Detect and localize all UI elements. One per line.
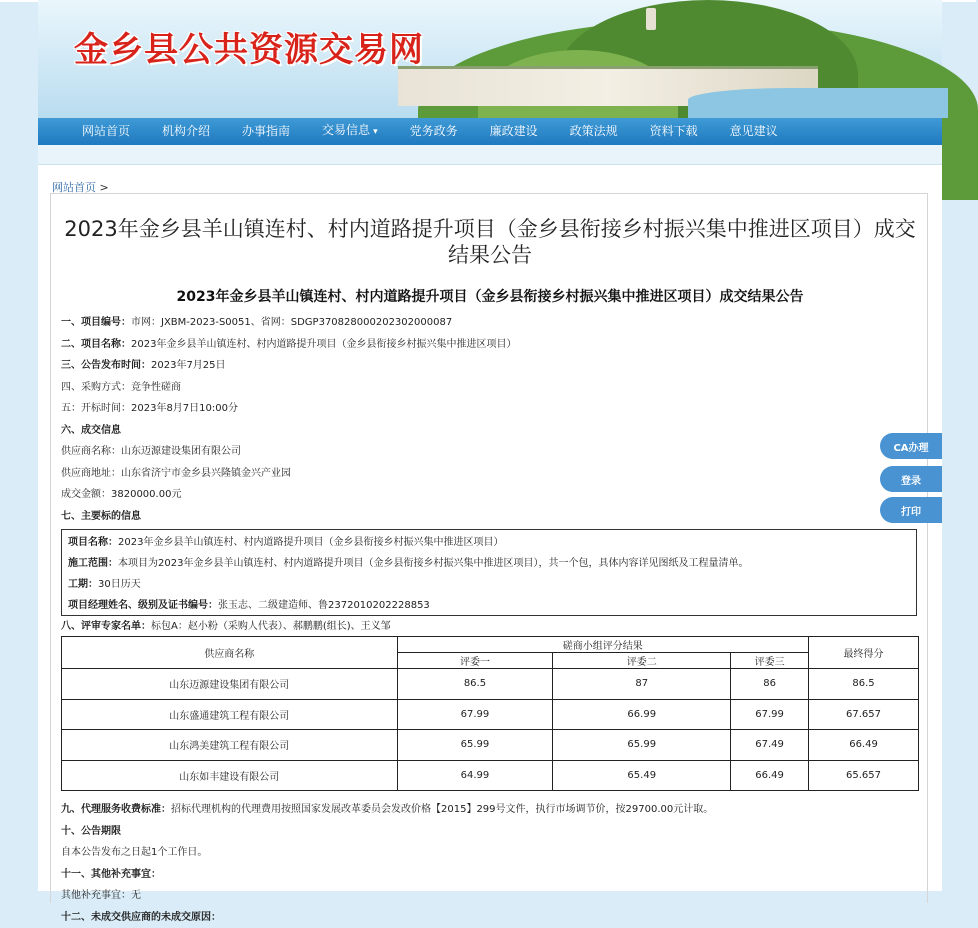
info-manager: 项目经理姓名、级别及证书编号：张玉志、二级建造师、鲁2372010202228853 [68,595,910,616]
info-project-name: 项目名称：2023年金乡县羊山镇连村、村内道路提升项目（金乡县衔接乡村振兴集中推进区项目） [68,532,910,553]
table-cell-score: 86.5 [397,669,553,700]
line-main-subject-heading: 七、主要标的信息 [61,506,921,528]
breadcrumb-separator: > [100,181,109,194]
table-cell-final: 86.5 [809,669,919,700]
table-cell-supplier: 山东迈源建设集团有限公司 [62,669,398,700]
nav-item-label: 交易信息 [322,123,370,137]
table-header-group: 磋商小组评分结果 [397,637,809,653]
line-other: 其他补充事宜：无 [61,885,921,907]
table-cell-supplier: 山东盛通建筑工程有限公司 [62,699,398,730]
table-header-judge: 评委二 [553,653,731,669]
article-lines [61,312,921,527]
nav-item-home[interactable]: 网站首页 [66,118,146,145]
table-cell-score: 65.49 [553,760,731,791]
nav-item-guide[interactable]: 办事指南 [226,118,306,145]
table-header-supplier: 供应商名称 [62,637,398,669]
line-unsuccessful-heading: 十二、未成交供应商的未成交原因： [61,907,921,928]
table-cell-score: 65.99 [553,730,731,761]
table-header-final: 最终得分 [809,637,919,669]
line-deal-info-heading: 六、成交信息 [61,420,921,442]
table-cell-score: 65.99 [397,730,553,761]
table-row [62,699,919,730]
banner-water [688,88,948,118]
main-nav [38,118,942,145]
table-header-judge: 评委一 [397,653,553,669]
ca-service-button[interactable]: CA办理 [880,433,942,459]
table-cell-supplier: 山东鸿美建筑工程有限公司 [62,730,398,761]
line-other-heading: 十一、其他补充事宜： [61,864,921,886]
article-tail [61,799,921,928]
site-title[interactable]: 金乡县公共资源交易网 [74,22,424,71]
score-table [61,636,919,791]
nav-subbar [38,145,942,165]
info-scope: 施工范围：本项目为2023年金乡县羊山镇连村、村内道路提升项目（金乡县衔接乡村振兴集中推进区项目），共一个包，具体内容详见图纸及工程量清单。 [68,553,910,574]
table-row [62,760,919,791]
table-cell-score: 87 [553,669,731,700]
table-cell-score: 67.99 [397,699,553,730]
table-cell-supplier: 山东如丰建设有限公司 [62,760,398,791]
nav-item-policy[interactable]: 政策法规 [554,118,634,145]
login-button[interactable]: 登录 [880,466,942,492]
info-duration: 工期：30日历天 [68,574,910,595]
table-cell-score: 67.99 [731,699,809,730]
table-cell-score: 86 [731,669,809,700]
nav-item-trade-info[interactable] [306,117,394,146]
nav-item-party-affairs[interactable]: 党务政务 [394,118,474,145]
table-cell-final: 67.657 [809,699,919,730]
line-deal-amount: 成交金额：3820000.00元 [61,484,921,506]
site-banner [38,0,942,118]
line-experts: 八、评审专家名单：标包A：赵小粉（采购人代表）、郝鹏鹏(组长)、王义邹 [61,616,391,638]
table-header-judge: 评委三 [731,653,809,669]
print-button[interactable]: 打印 [880,497,942,523]
banner-tower [646,8,656,30]
table-row [62,669,919,700]
nav-item-downloads[interactable]: 资料下载 [634,118,714,145]
line-notice-period: 自本公告发布之日起1个工作日。 [61,842,921,864]
line-notice-period-heading: 十、公告期限 [61,821,921,843]
line-supplier-address: 供应商地址：山东省济宁市金乡县兴隆镇金兴产业园 [61,463,921,485]
line-procurement-method: 四、采购方式：竞争性磋商 [61,377,921,399]
table-cell-score: 66.49 [731,760,809,791]
nav-item-integrity[interactable]: 廉政建设 [474,118,554,145]
table-header-row [62,637,919,653]
article-box [50,193,928,903]
subject-info-box [61,529,917,616]
line-agency-fee: 九、代理服务收费标准：招标代理机构的代理费用按照国家发展改革委员会发改价格【2015】299号文件，执行市场调节价，按29700.00元计取。 [61,799,921,821]
chevron-down-icon: ▾ [373,127,378,137]
article-subtitle: 2023年金乡县羊山镇连村、村内道路提升项目（金乡县衔接乡村振兴集中推进区项目）成交结果公告 [51,286,929,306]
table-cell-score: 66.99 [553,699,731,730]
table-row [62,730,919,761]
table-cell-final: 65.657 [809,760,919,791]
line-bid-open-time: 五：开标时间：2023年8月7日10:00分 [61,398,921,420]
breadcrumb-home-link[interactable]: 网站首页 [52,181,96,194]
table-cell-final: 66.49 [809,730,919,761]
nav-item-about[interactable]: 机构介绍 [146,118,226,145]
line-publish-time: 三、公告发布时间：2023年7月25日 [61,355,921,377]
page-title: 2023年金乡县羊山镇连村、村内道路提升项目（金乡县衔接乡村振兴集中推进区项目）成交结果公告 [51,216,929,268]
line-project-number: 一、项目编号：市网：JXBM-2023-S0051、省网：SDGP370828000202302000087 [61,312,921,334]
table-cell-score: 67.49 [731,730,809,761]
table-cell-score: 64.99 [397,760,553,791]
line-project-name: 二、项目名称：2023年金乡县羊山镇连村、村内道路提升项目（金乡县衔接乡村振兴集中推进区项目） [61,334,921,356]
nav-item-feedback[interactable]: 意见建议 [714,118,794,145]
line-supplier-name: 供应商名称：山东迈源建设集团有限公司 [61,441,921,463]
content-area [38,165,942,891]
